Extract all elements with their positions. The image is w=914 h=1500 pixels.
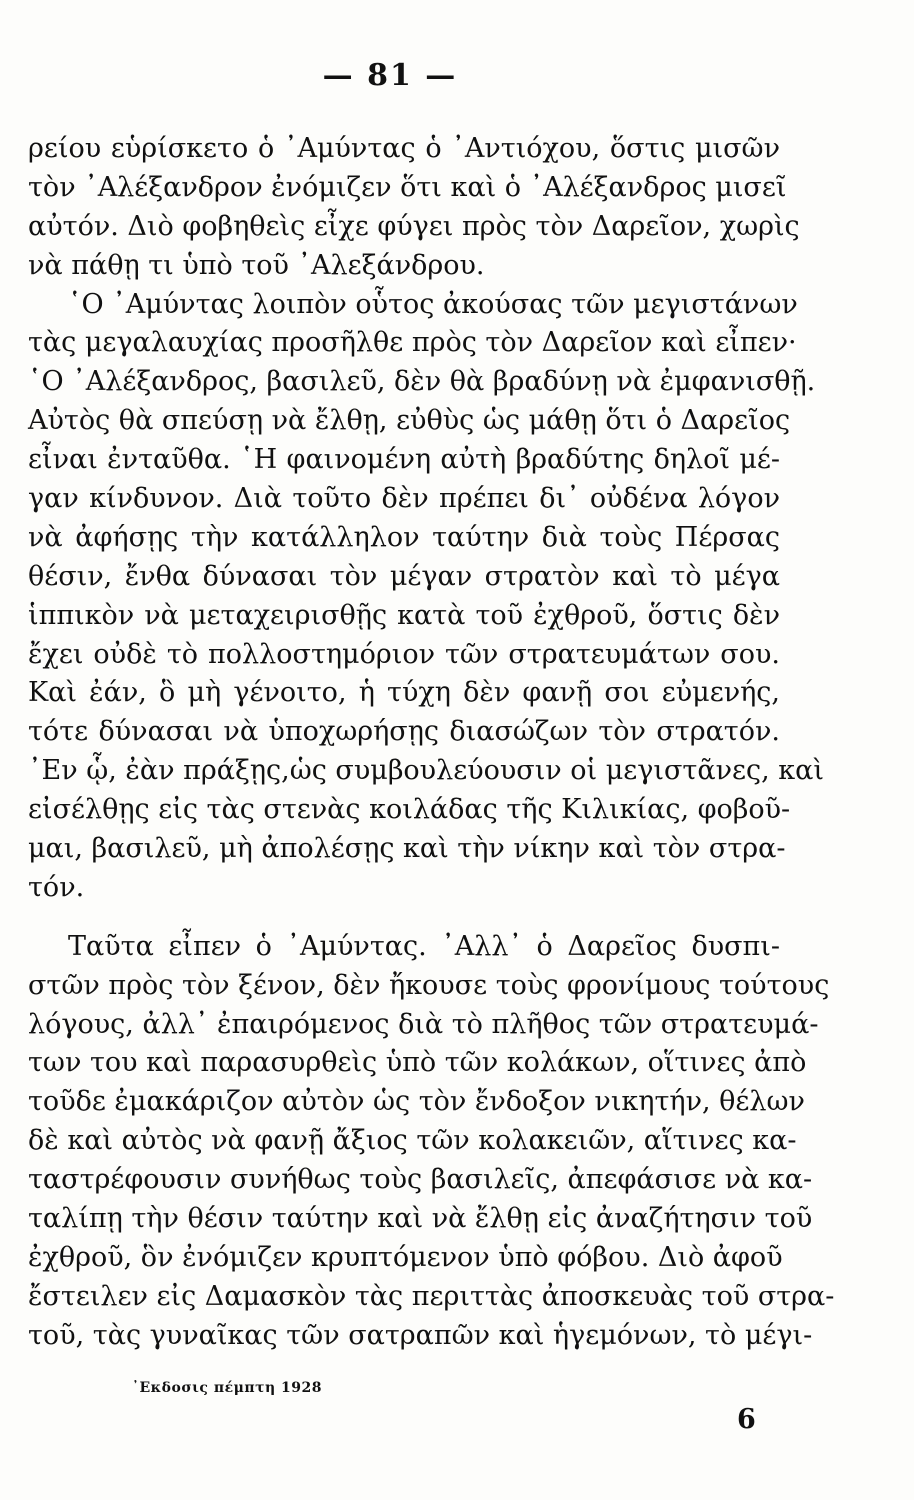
text-line: ταστρέφουσιν συνήθως τοὺς βασιλεῖς, ἀπεφάσισε νὰ κα-	[28, 1164, 813, 1196]
body-text	[28, 130, 835, 1356]
text-line: εἶναι ἐνταῦθα. ῾Η φαινομένη αὐτὴ βραδύτης δηλοῖ μέ-	[28, 444, 780, 476]
text-line: Ταῦτα εἶπεν ὁ ᾿Αμύντας. ᾿Αλλ᾿ ὁ Δαρεῖος δυσπι-	[68, 930, 780, 962]
text-line: ταλίπῃ τὴν θέσιν ταύτην καὶ νὰ ἔλθῃ εἰς ἀναζήτησιν τοῦ	[28, 1203, 813, 1235]
text-line: ᾿Εν ᾧ, ἐὰν πράξῃς,ὡς συμβουλεύουσιν οἱ μεγιστᾶνες, καὶ	[28, 755, 824, 787]
text-line: τὸν ᾿Αλέξανδρον ἐνόμιζεν ὅτι καὶ ὁ ᾿Αλέξανδρος μισεῖ	[28, 171, 787, 203]
text-line: των του καὶ παρασυρθεὶς ὑπὸ τῶν κολάκων, οἵτινες ἀπὸ	[28, 1047, 807, 1079]
text-line: ἔχει οὐδὲ τὸ πολλοστημόριον τῶν στρατευμάτων σου.	[28, 638, 780, 670]
text-line: δὲ καὶ αὐτὸς νὰ φανῇ ἄξιος τῶν κολακειῶν, αἵτινες κα-	[28, 1125, 797, 1157]
text-line: τότε δύνασαι νὰ ὑποχωρήσῃς διασώζων τὸν στρατόν.	[28, 716, 780, 748]
text-line: νὰ πάθῃ τι ὑπὸ τοῦ ᾿Αλεξάνδρου.	[28, 249, 485, 281]
page-number: — 81 —	[322, 58, 458, 93]
text-line: ρείου εὑρίσκετο ὁ ᾿Αμύντας ὁ ᾿Αντιόχου, ὅστις μισῶν	[28, 133, 780, 164]
text-line: Καὶ ἐάν, ὃ μὴ γένοιτο, ἡ τύχη δὲν φανῇ σοι εὐμενής,	[28, 677, 780, 709]
text-line: λόγους, ἀλλ᾿ ἐπαιρόμενος διὰ τὸ πλῆθος τῶν στρατευμά-	[28, 1008, 819, 1040]
paragraph-gap	[28, 908, 780, 928]
text-line: νὰ ἀφήσῃς τὴν κατάλληλον ταύτην διὰ τοὺς Πέρσας	[28, 521, 780, 553]
text-line: ἐχθροῦ, ὃν ἐνόμιζεν κρυπτόμενον ὑπὸ φόβου. Διὸ ἀφοῦ	[28, 1241, 783, 1273]
text-line: τὰς μεγαλαυχίας προσῆλθε πρὸς τὸν Δαρεῖον καὶ εἶπεν·	[28, 327, 797, 359]
text-line: μαι, βασιλεῦ, μὴ ἀπολέσῃς καὶ τὴν νίκην καὶ τὸν στρα-	[28, 833, 786, 865]
text-line: ἱππικὸν νὰ μεταχειρισθῇς κατὰ τοῦ ἐχθροῦ, ὅστις δὲν	[28, 599, 780, 631]
text-line: ῾Ο ᾿Αλέξανδρος, βασιλεῦ, δὲν θὰ βραδύνῃ νὰ ἐμφανισθῇ.	[28, 366, 816, 398]
text-line: γαν κίνδυνον. Διὰ τοῦτο δὲν πρέπει δι᾿ οὐδένα λόγον	[28, 483, 780, 515]
text-line: τοῦ, τὰς γυναῖκας τῶν σατραπῶν καὶ ἡγεμόνων, τὸ μέγι-	[28, 1319, 813, 1351]
text-line: ῾Ο ᾿Αμύντας λοιπὸν οὗτος ἀκούσας τῶν μεγιστάνων	[68, 288, 798, 320]
text-line: αὐτόν. Διὸ φοβηθεὶς εἶχε φύγει πρὸς τὸν Δαρεῖον, χωρὶς	[28, 210, 800, 242]
edition-note: ᾿Εκδοσις πέμπτη 1928	[132, 1380, 323, 1396]
text-line: τόν.	[28, 871, 85, 903]
text-line: Αὐτὸς θὰ σπεύσῃ νὰ ἔλθῃ, εὐθὺς ὡς μάθῃ ὅτι ὁ Δαρεῖος	[28, 405, 791, 437]
text-line: εἰσέλθῃς εἰς τὰς στενὰς κοιλάδας τῆς Κιλικίας, φοβοῦ-	[28, 794, 791, 826]
text-line: στῶν πρὸς τὸν ξένον, δὲν ἤκουσε τοὺς φρονίμους τούτους	[28, 969, 830, 1001]
text-line: τοῦδε ἐμακάριζον αὐτὸν ὡς τὸν ἔνδοξον νικητήν, θέλων	[28, 1086, 805, 1118]
signature-mark: 6	[737, 1404, 756, 1435]
text-line: ἔστειλεν εἰς Δαμασκὸν τὰς περιττὰς ἀποσκευὰς τοῦ στρα-	[28, 1280, 835, 1312]
text-line: θέσιν, ἔνθα δύνασαι τὸν μέγαν στρατὸν καὶ τὸ μέγα	[28, 560, 780, 592]
